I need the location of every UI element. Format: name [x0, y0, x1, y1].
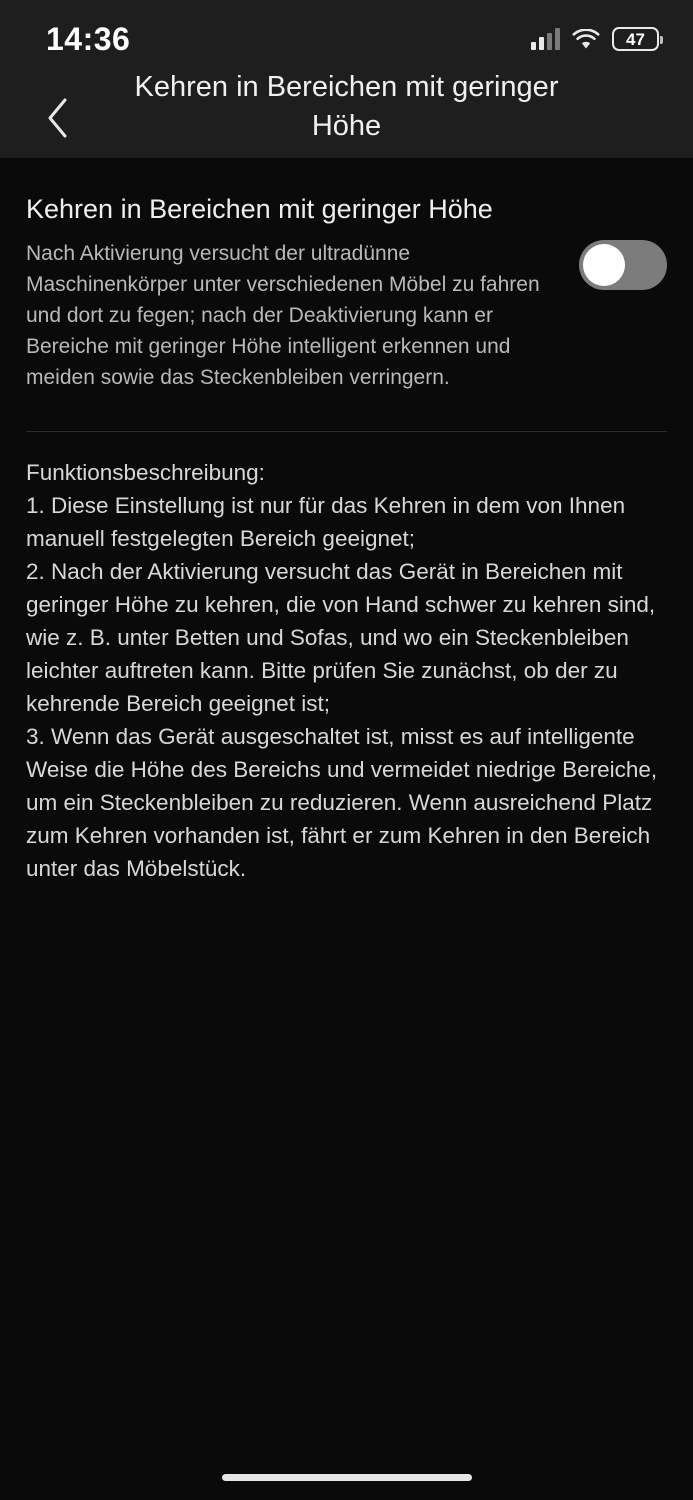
status-indicators	[531, 27, 659, 51]
settings-content	[0, 158, 693, 1500]
function-description-line: 1. Diese Einstellung ist nur für das Kehren in dem von Ihnen manuell festgelegten Bereich geeignet;	[26, 493, 626, 551]
function-description-line: 3. Wenn das Gerät ausgeschaltet ist, misst es auf intelligente Weise die Höhe des Bereichs und vermeidet niedrige Bereiche, um ein Steckenbleiben zu reduzieren. Wenn ausreichend Platz zum Kehren vorhanden ist, fährt er zum Kehren in den Bereich unter das Möbelstück.	[26, 724, 658, 881]
home-indicator[interactable]	[222, 1474, 472, 1481]
low-height-sweeping-setting-row	[26, 158, 667, 403]
function-description-heading: Funktionsbeschreibung:	[26, 460, 265, 485]
nav-bar	[0, 71, 693, 158]
wifi-icon	[572, 29, 600, 50]
battery-level: 47	[626, 29, 645, 49]
function-description-line: 2. Nach der Aktivierung versucht das Gerät in Bereichen mit geringer Höhe zu kehren, die von Hand schwer zu kehren sind, wie z. B. unter Betten und Sofas, und wo ein Steckenbleiben leichter auftreten kann. Bitte prüfen Sie zunächst, ob der zu kehrende Bereich geeignet ist;	[26, 559, 656, 716]
status-bar	[0, 0, 693, 78]
home-indicator-area	[0, 1454, 693, 1500]
chevron-left-icon	[46, 97, 70, 139]
status-time: 14:36	[46, 20, 131, 57]
setting-text-block	[26, 192, 546, 393]
low-height-sweeping-toggle[interactable]	[579, 240, 667, 290]
back-button[interactable]	[32, 88, 84, 148]
cellular-signal-icon	[531, 28, 560, 50]
setting-description: Nach Aktivierung versucht der ultradünne Maschinenkörper unter verschiedenen Möbel zu fahren und dort zu fegen; nach der Deaktivierung kann er Bereiche mit geringer Höhe intelligent erkennen und meiden sowie das Steckenbleiben verringern.	[26, 242, 540, 389]
page-title: Kehren in Bereichen mit geringer Höhe	[134, 71, 559, 142]
toggle-knob	[583, 244, 625, 286]
setting-title: Kehren in Bereichen mit geringer Höhe	[26, 194, 493, 224]
function-description-block	[26, 432, 667, 885]
battery-icon	[612, 27, 659, 51]
